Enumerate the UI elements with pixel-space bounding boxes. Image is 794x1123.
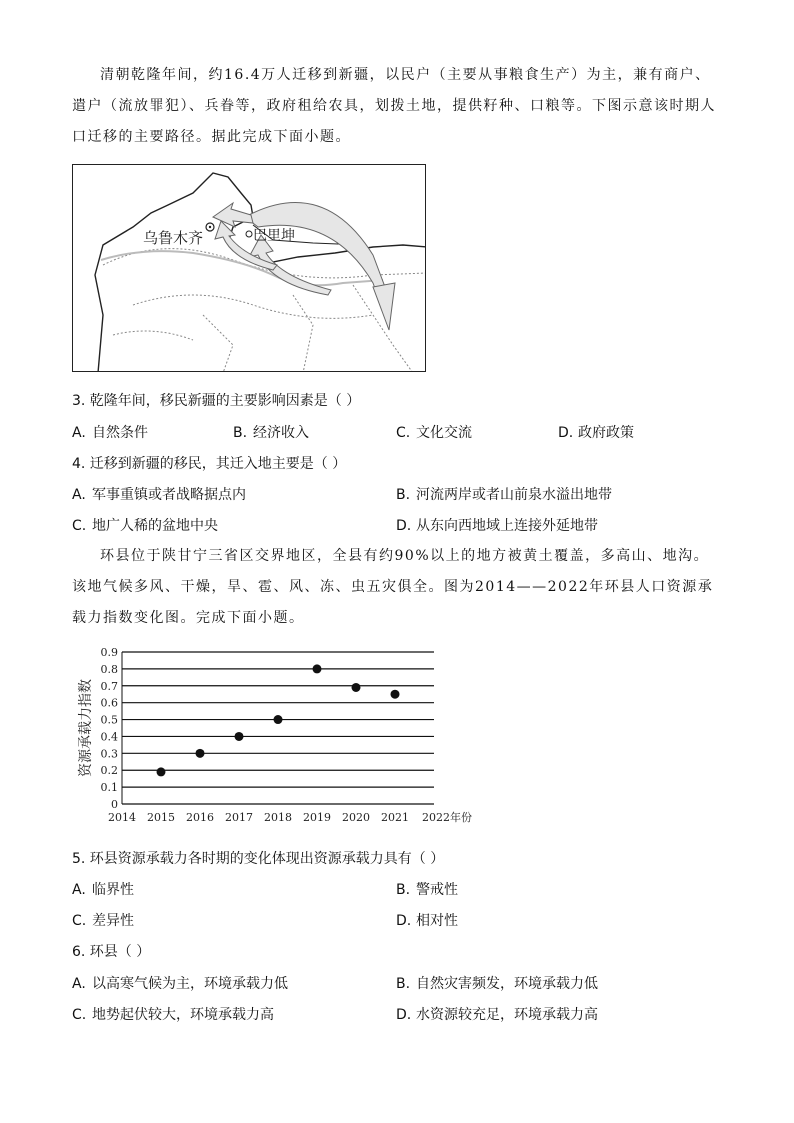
q6-option-c[interactable] (72, 1004, 274, 1024)
city-label-barkol: 巴里坤 (253, 228, 295, 244)
y-tick-label: 0.5 (100, 713, 118, 727)
option-letter: B. (396, 976, 411, 992)
passage-line: 径。据此完成下面小题。 (180, 129, 351, 145)
option-text: 河流两岸或者山前泉水溢出地带 (416, 487, 612, 503)
q4-option-b[interactable] (396, 484, 612, 504)
option-text: 警戒性 (416, 882, 458, 898)
option-text: 以高寒气候为主，环境承载力低 (92, 976, 288, 992)
question-6-stem: 6. 环县（ ） (72, 944, 151, 960)
data-point (157, 767, 166, 776)
option-text: 自然条件 (92, 425, 148, 441)
option-text: 经济收入 (253, 425, 309, 441)
q3-option-a[interactable] (72, 422, 148, 442)
x-tick-label: 2019 (303, 811, 331, 824)
passage-line: 下面小题。 (227, 610, 305, 626)
option-letter: D. (396, 518, 412, 534)
migration-arrow-upper (213, 203, 253, 227)
q6-option-b[interactable] (396, 973, 598, 993)
option-text: 地广人稀的盆地中央 (92, 518, 218, 534)
migration-arrowhead (373, 283, 395, 330)
option-letter: D. (558, 425, 574, 441)
option-letter: D. (396, 1007, 412, 1023)
option-letter: C. (396, 425, 411, 441)
q3-option-d[interactable] (558, 422, 634, 442)
q6-option-d[interactable] (396, 1004, 598, 1024)
x-tick-label: 2022年份 (422, 811, 472, 824)
q3-option-c[interactable] (396, 422, 472, 442)
data-point (235, 732, 244, 741)
q4-option-c[interactable] (72, 515, 218, 535)
q5-option-d[interactable] (396, 910, 458, 930)
x-tick-label: 2020 (342, 811, 370, 824)
option-text: 自然灾害频发，环境承载力低 (416, 976, 598, 992)
passage-migration (72, 60, 722, 153)
chart-svg (70, 640, 490, 830)
y-tick-label: 0 (111, 798, 118, 811)
q5-option-c[interactable] (72, 910, 134, 930)
province-border (203, 315, 233, 372)
option-letter: C. (72, 1007, 87, 1023)
option-text: 差异性 (92, 913, 134, 929)
question-4-stem: 4. 迁移到新疆的移民，其迁入地主要是（ ） (72, 456, 347, 472)
y-axis-label: 资源承载力指数 (78, 679, 94, 777)
y-tick-label: 0.7 (100, 679, 118, 693)
province-border (113, 331, 193, 340)
option-text: 政府政策 (578, 425, 634, 441)
option-letter: C. (72, 913, 87, 929)
data-point (196, 749, 205, 758)
question-5-stem: 5. 环县资源承载力各时期的变化体现出资源承载力具有（ ） (72, 851, 445, 867)
q4-option-d[interactable] (396, 515, 598, 535)
passage-line: 风、干燥，旱、雹、风、冻、虫五灾俱全。图为2014——2022年环县人口资源承载力指数变化图。完成 (72, 579, 714, 626)
data-point (391, 690, 400, 699)
option-letter: B. (396, 487, 411, 503)
y-tick-label: 0.6 (100, 696, 118, 710)
option-letter: A. (72, 882, 86, 898)
carrying-capacity-chart (70, 640, 490, 830)
option-letter: B. (233, 425, 248, 441)
x-tick-label: 2018 (264, 811, 292, 824)
y-tick-label: 0.4 (100, 730, 118, 744)
option-letter: A. (72, 425, 86, 441)
province-border (293, 295, 313, 372)
passage-huanxian (72, 541, 722, 634)
option-letter: C. (72, 518, 87, 534)
y-tick-label: 0.8 (100, 662, 118, 676)
x-tick-label: 2021 (381, 811, 409, 824)
x-tick-label: 2014 (108, 811, 136, 824)
y-tick-label: 0.2 (100, 764, 118, 778)
x-tick-label: 2016 (186, 811, 214, 824)
x-tick-label: 2015 (147, 811, 175, 824)
option-letter: D. (396, 913, 412, 929)
y-tick-label: 0.9 (100, 646, 118, 659)
q6-option-a[interactable] (72, 973, 288, 993)
option-letter: A. (72, 976, 86, 992)
option-letter: B. (396, 882, 411, 898)
q3-option-b[interactable] (233, 422, 309, 442)
data-point (313, 664, 322, 673)
option-text: 临界性 (92, 882, 134, 898)
option-text: 从东向西地域上连接外延地带 (416, 518, 598, 534)
q5-option-b[interactable] (396, 879, 458, 899)
city-label-urumqi: 乌鲁木齐 (143, 229, 204, 247)
option-text: 文化交流 (416, 425, 472, 441)
y-tick-label: 0.3 (100, 747, 118, 761)
passage-line: 放罪犯）、兵眷等，政府租给农具，划拨土地，提供籽种、口粮等。下图示意该时期人口迁移的主要路 (72, 98, 716, 145)
option-letter: A. (72, 487, 86, 503)
question-3-stem: 3. 乾隆年间，移民新疆的主要影响因素是（ ） (72, 393, 361, 409)
barkol-marker (246, 231, 252, 237)
option-text: 相对性 (416, 913, 458, 929)
passage-line: 清朝乾隆年间，约16.4万人迁移到新疆，以民户（主要从事粮食生产）为主，兼有商户、遣户（流 (72, 67, 711, 114)
data-point (274, 715, 283, 724)
x-tick-label: 2017 (225, 811, 253, 824)
data-point (352, 683, 361, 692)
y-tick-label: 0.1 (100, 781, 118, 795)
option-text: 水资源较充足，环境承载力高 (416, 1007, 598, 1023)
map-drawing (73, 165, 426, 372)
q4-option-a[interactable] (72, 484, 246, 504)
option-text: 军事重镇或者战略据点内 (92, 487, 246, 503)
province-border (133, 295, 373, 318)
migration-map (72, 164, 426, 372)
q5-option-a[interactable] (72, 879, 134, 899)
option-text: 地势起伏较大，环境承载力高 (92, 1007, 274, 1023)
passage-line: 环县位于陕甘宁三省区交界地区，全县有约90%以上的地方被黄土覆盖，多高山、地沟。该地气候多 (72, 548, 710, 595)
